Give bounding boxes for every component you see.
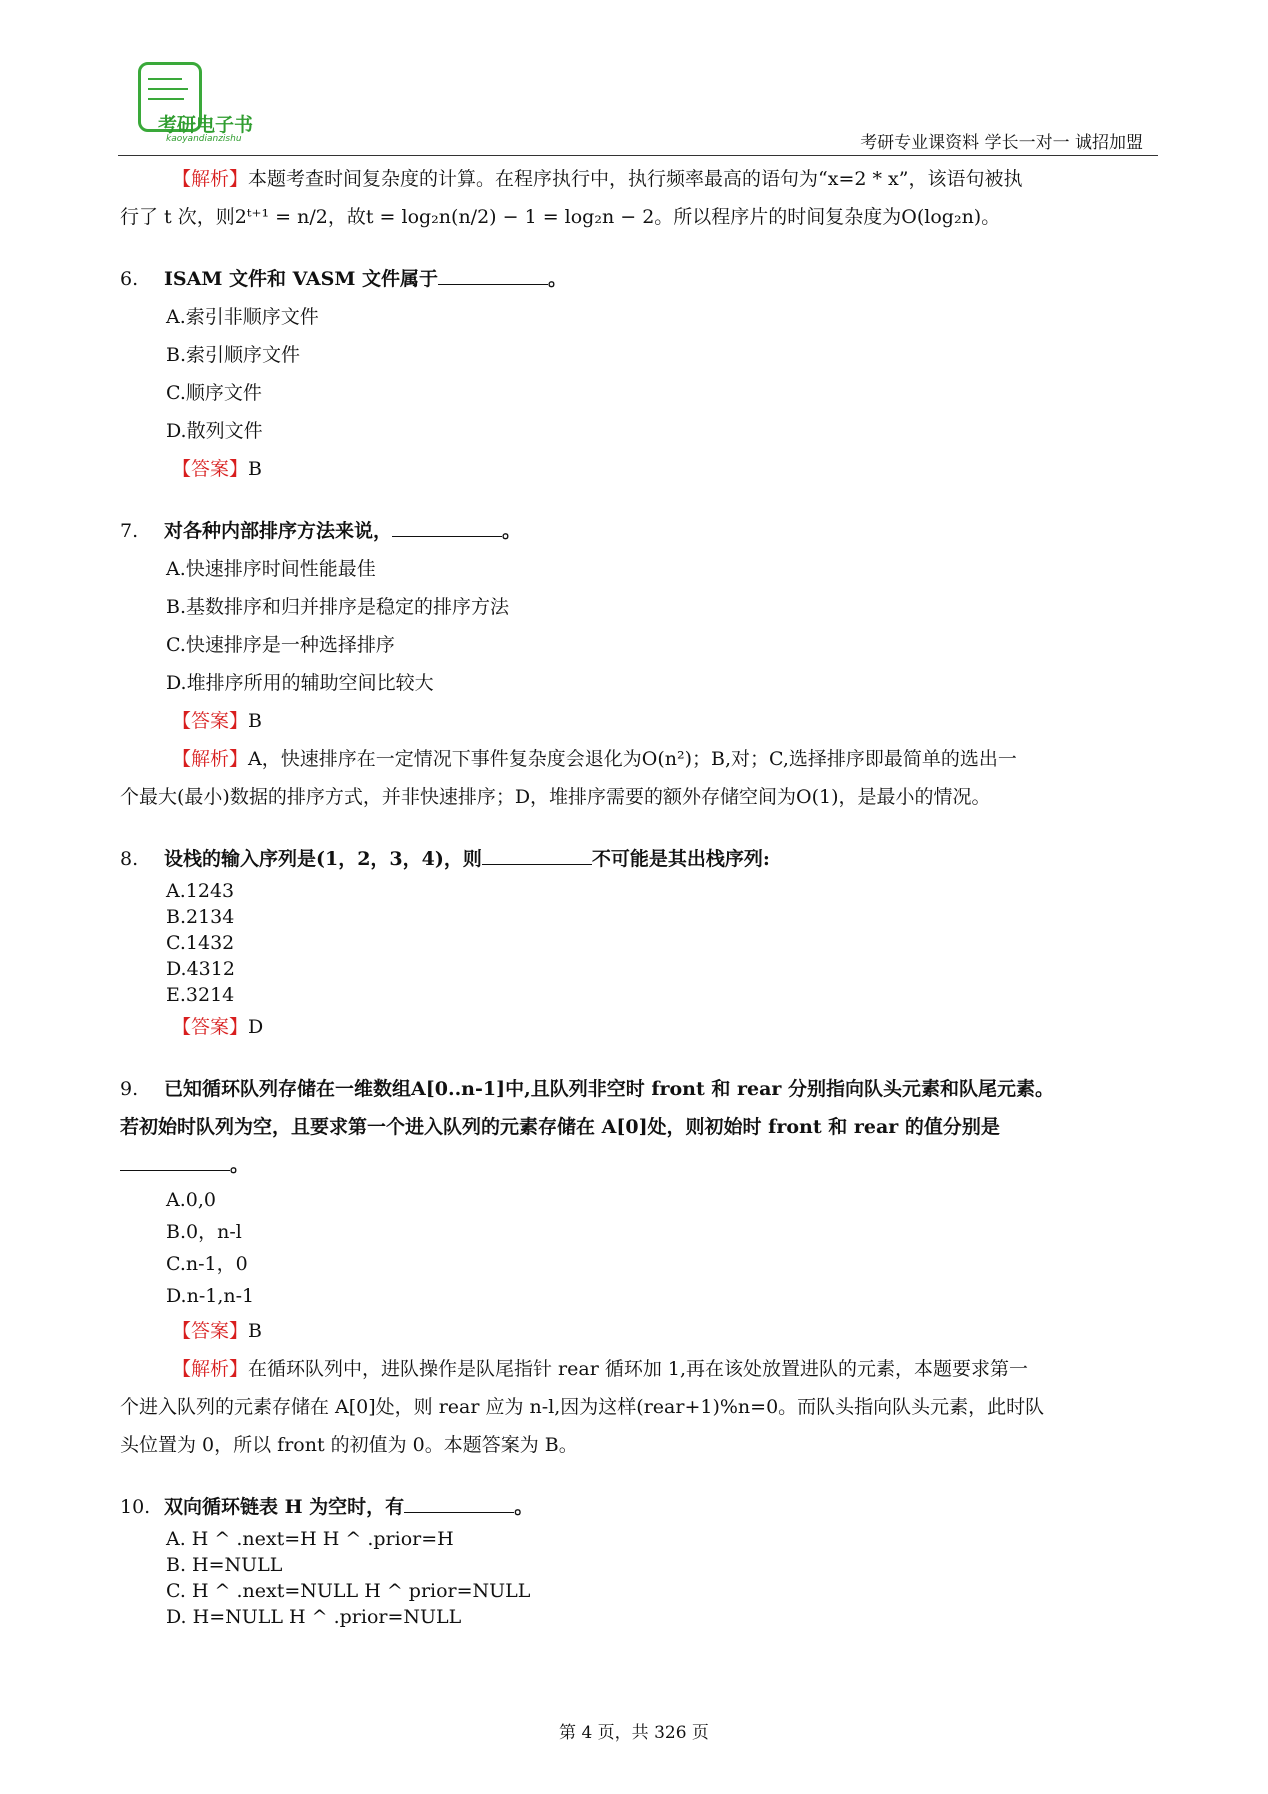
question-stem: 设栈的输入序列是(1，2，3，4)，则 bbox=[164, 848, 482, 870]
answer-blank bbox=[120, 1148, 230, 1171]
intro-analysis bbox=[120, 160, 1160, 198]
option: D. H=NULL H ^ .prior=NULL bbox=[166, 1606, 462, 1628]
question-stem-end: 。 bbox=[502, 520, 522, 542]
question-stem-end: 不可能是其出栈序列: bbox=[591, 848, 770, 870]
answer-value: B bbox=[248, 458, 262, 480]
question-stem-line bbox=[120, 1146, 1160, 1184]
answer bbox=[120, 450, 1160, 488]
answer-tag: 【答案】 bbox=[172, 458, 249, 480]
question-number: 7. bbox=[120, 520, 139, 542]
answer-tag: 【答案】 bbox=[172, 1320, 249, 1342]
option: B.2134 bbox=[166, 906, 235, 928]
question-stem: ISAM 文件和 VASM 文件属于 bbox=[164, 268, 438, 290]
answer-value: B bbox=[248, 710, 262, 732]
option: A. H ^ .next=H H ^ .prior=H bbox=[166, 1528, 454, 1550]
analysis-tag: 【解析】 bbox=[172, 1358, 249, 1380]
option: B.0，n-l bbox=[166, 1221, 242, 1243]
option: E.3214 bbox=[166, 984, 235, 1006]
option: A.0,0 bbox=[166, 1189, 216, 1211]
answer-tag: 【答案】 bbox=[172, 710, 249, 732]
question-stem: 双向循环链表 H 为空时，有 bbox=[164, 1496, 405, 1518]
question-8 bbox=[120, 840, 1160, 878]
option: C. H ^ .next=NULL H ^ prior=NULL bbox=[166, 1580, 531, 1602]
question-6 bbox=[120, 260, 1160, 298]
question-stem: 已知循环队列存储在一维数组A[0..n-1]中,且队列非空时 front 和 rear 分别指向队头元素和队尾元素。 bbox=[164, 1078, 1055, 1100]
question-number: 8. bbox=[120, 848, 139, 870]
option: D.散列文件 bbox=[166, 420, 263, 442]
page-footer: 第 4 页，共 326 页 bbox=[559, 1723, 709, 1743]
option: A.索引非顺序文件 bbox=[166, 306, 319, 328]
analysis-tag: 【解析】 bbox=[172, 748, 249, 770]
answer-tag: 【答案】 bbox=[172, 1016, 249, 1038]
option: C.1432 bbox=[166, 932, 235, 954]
answer-value: B bbox=[248, 1320, 262, 1342]
analysis-text-line: 个进入队列的元素存储在 A[0]处，则 rear 应为 n-l,因为这样(rear+1)%n=0。而队头指向队头元素，此时队 bbox=[120, 1396, 1045, 1418]
answer-blank bbox=[392, 514, 502, 537]
analysis-text: 本题考查时间复杂度的计算。在程序执行中，执行频率最高的语句为“x=2 * x”，该语句被执 bbox=[248, 168, 1023, 190]
question-9 bbox=[120, 1070, 1160, 1108]
analysis-tag: 【解析】 bbox=[172, 168, 249, 190]
question-stem-end: 。 bbox=[514, 1496, 534, 1518]
question-number: 6. bbox=[120, 268, 139, 290]
analysis bbox=[120, 1350, 1160, 1388]
option: D.4312 bbox=[166, 958, 235, 980]
analysis-text-line: 行了 t 次，则2ᵗ⁺¹ = n/2，故t = log₂n(n/2) − 1 = log₂n − 2。所以程序片的时间复杂度为O(log₂n)。 bbox=[120, 206, 1001, 228]
option: A.1243 bbox=[166, 880, 235, 902]
answer-blank bbox=[482, 842, 592, 865]
answer bbox=[120, 1008, 1160, 1046]
answer bbox=[120, 1312, 1160, 1350]
analysis-text-line: 个最大(最小)数据的排序方式，并非快速排序；D，堆排序需要的额外存储空间为O(1)，是最小的情况。 bbox=[120, 786, 991, 808]
header-slogan: 考研专业课资料 学长一对一 诚招加盟 bbox=[860, 133, 1143, 153]
question-10 bbox=[120, 1488, 1160, 1526]
question-number: 9. bbox=[120, 1078, 139, 1100]
answer-value: D bbox=[248, 1016, 264, 1038]
header-rule bbox=[118, 155, 1158, 156]
question-stem-end: 。 bbox=[548, 268, 568, 290]
answer-blank bbox=[404, 1490, 514, 1513]
question-7 bbox=[120, 512, 1160, 550]
logo-line bbox=[148, 98, 184, 100]
option: C.顺序文件 bbox=[166, 382, 262, 404]
logo bbox=[130, 58, 290, 153]
analysis bbox=[120, 740, 1160, 778]
option: B. H=NULL bbox=[166, 1554, 283, 1576]
question-number: 10. bbox=[120, 1496, 151, 1518]
logo-line bbox=[148, 78, 182, 80]
option: C.n-1，0 bbox=[166, 1253, 248, 1275]
logo-line bbox=[148, 88, 188, 90]
option: D.n-1,n-1 bbox=[166, 1285, 255, 1307]
option: D.堆排序所用的辅助空间比较大 bbox=[166, 672, 434, 694]
page-content bbox=[120, 160, 1160, 1630]
analysis-text: A，快速排序在一定情况下事件复杂度会退化为O(n²)；B,对；C,选择排序即最简单的选出一 bbox=[248, 748, 1017, 770]
option: C.快速排序是一种选择排序 bbox=[166, 634, 395, 656]
analysis-text: 在循环队列中，进队操作是队尾指针 rear 循环加 1,再在该处放置进队的元素，本题要求第一 bbox=[248, 1358, 1029, 1380]
option: B.索引顺序文件 bbox=[166, 344, 301, 366]
analysis-text-line: 头位置为 0，所以 front 的初值为 0。本题答案为 B。 bbox=[120, 1434, 578, 1456]
logo-subtext: kaoyandianzishu bbox=[166, 134, 242, 144]
answer bbox=[120, 702, 1160, 740]
option: A.快速排序时间性能最佳 bbox=[166, 558, 376, 580]
question-stem-end: 。 bbox=[230, 1154, 250, 1176]
question-stem-line: 若初始时队列为空，且要求第一个进入队列的元素存储在 A[0]处，则初始时 front 和 rear 的值分别是 bbox=[120, 1116, 1000, 1138]
answer-blank bbox=[438, 262, 548, 285]
logo-text: 考研电子书 bbox=[158, 114, 254, 136]
question-stem: 对各种内部排序方法来说， bbox=[164, 520, 393, 542]
option: B.基数排序和归并排序是稳定的排序方法 bbox=[166, 596, 510, 618]
